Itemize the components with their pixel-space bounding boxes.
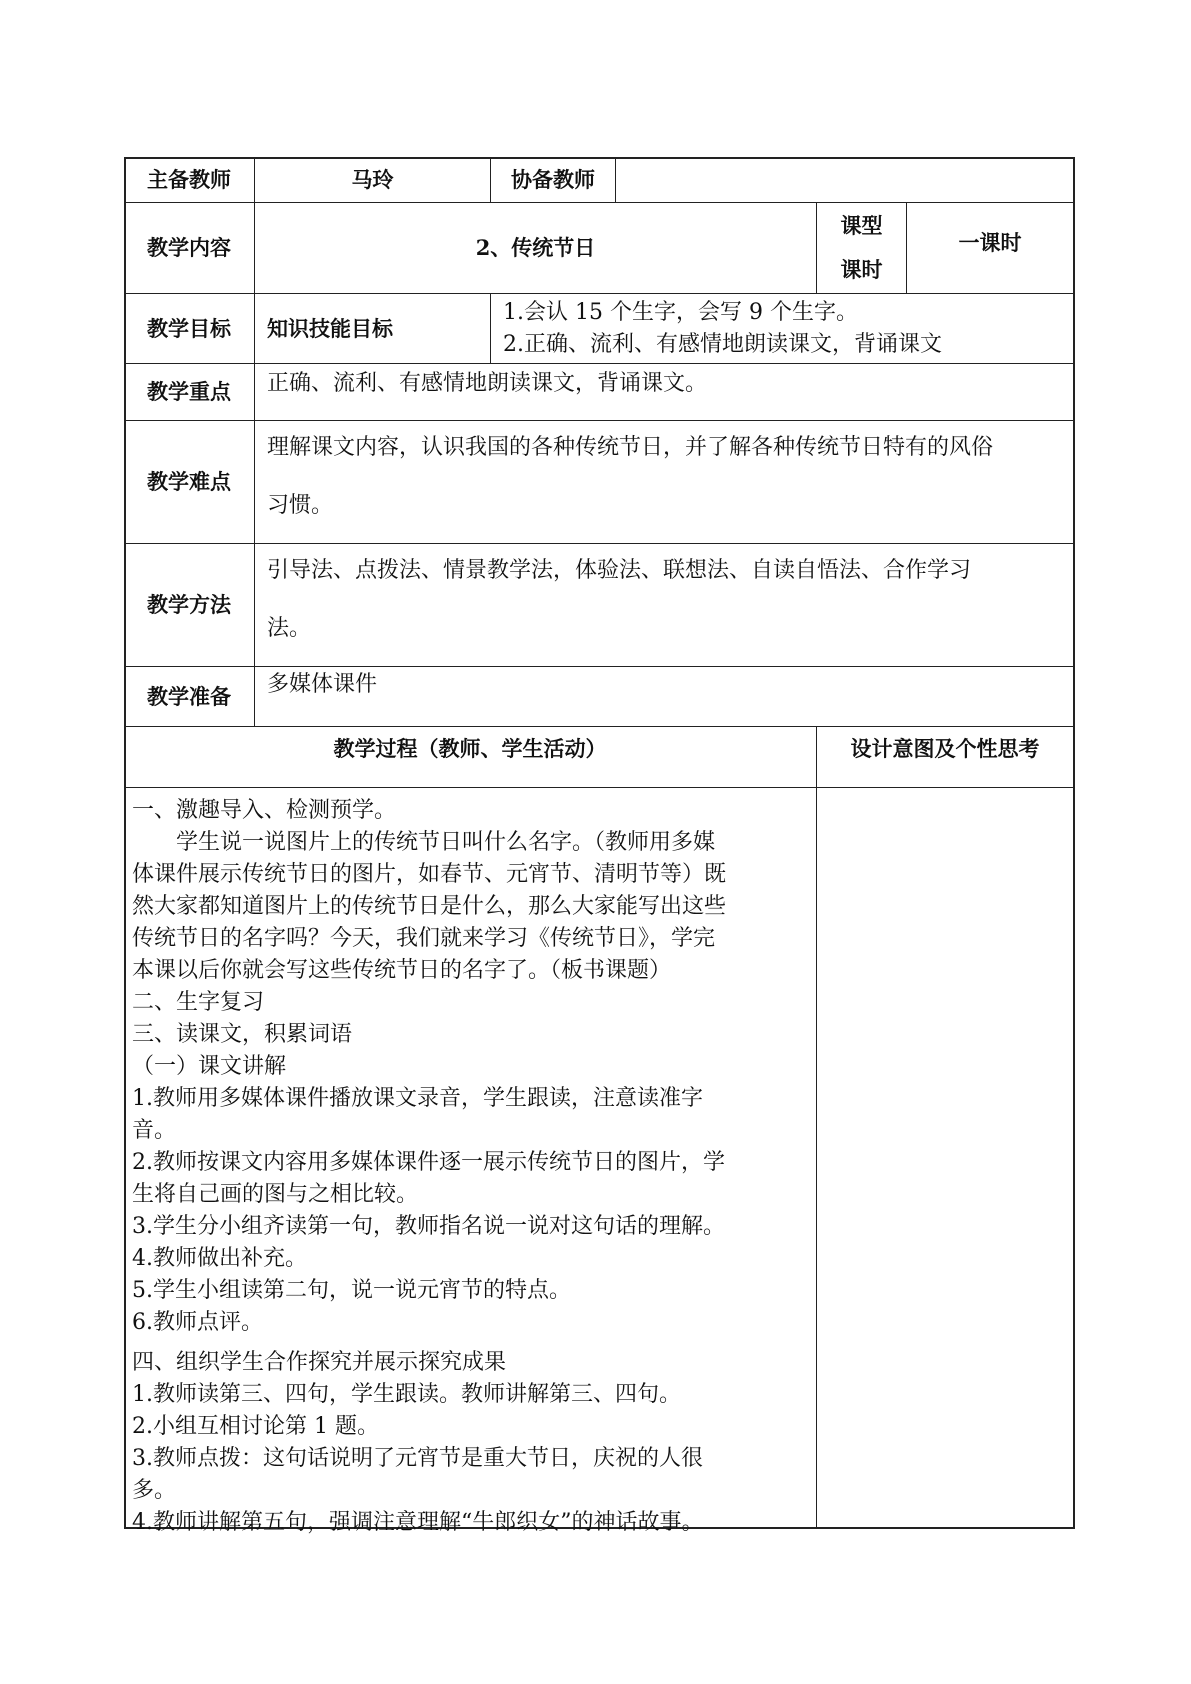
goal-line: 1.会认 15 个生字，会写 9 个生字。 bbox=[503, 299, 858, 325]
difficulty-line: 理解课文内容，认识我国的各种传统节日，并了解各种传统节日特有的风俗 bbox=[267, 435, 994, 460]
key-point-label: 教学重点 bbox=[147, 379, 231, 405]
process-line: 学生说一说图片上的传统节日叫什么名字。（教师用多媒 bbox=[176, 830, 716, 855]
method-line: 法。 bbox=[267, 616, 312, 641]
process-line: 三、读课文，积累词语 bbox=[132, 1022, 353, 1047]
prep-label: 教学准备 bbox=[147, 683, 231, 709]
prep-value: 多媒体课件 bbox=[267, 672, 378, 697]
process-line: 1.教师读第三、四句，学生跟读。教师讲解第三、四句。 bbox=[132, 1382, 681, 1407]
process-line: 6.教师点评。 bbox=[132, 1310, 263, 1335]
type-label: 课型 bbox=[840, 213, 883, 238]
process-line: 然大家都知道图片上的传统节日是什么，那么大家能写出这些 bbox=[132, 894, 727, 919]
content-label: 教学内容 bbox=[147, 235, 231, 261]
hours-value: 一课时 bbox=[958, 230, 1022, 255]
difficulty-line: 习惯。 bbox=[267, 493, 334, 518]
goal-lines bbox=[491, 294, 1073, 363]
method-line: 引导法、点拨法、情景教学法，体验法、联想法、自读自悟法、合作学习 bbox=[267, 558, 972, 583]
process-line: 生将自己画的图与之相比较。 bbox=[132, 1182, 419, 1207]
method-text bbox=[255, 544, 1073, 666]
lesson-plan-table bbox=[124, 157, 1075, 1535]
process-line: 一、激趣导入、检测预学。 bbox=[132, 798, 397, 823]
process-line: 多。 bbox=[132, 1478, 177, 1503]
process-line: 1.教师用多媒体课件播放课文录音，学生跟读，注意读准字 bbox=[132, 1086, 703, 1111]
co-teacher-value bbox=[616, 157, 1073, 202]
process-line: 体课件展示传统节日的图片，如春节、元宵节、清明节等）既 bbox=[132, 862, 727, 887]
process-header-right: 设计意图及个性思考 bbox=[850, 736, 1040, 761]
difficulty-label: 教学难点 bbox=[147, 469, 231, 495]
method-label: 教学方法 bbox=[147, 592, 231, 618]
process-line: 传统节日的名字吗？今天，我们就来学习《传统节日》，学完 bbox=[132, 926, 716, 951]
process-line: 四、组织学生合作探究并展示探究成果 bbox=[132, 1350, 507, 1375]
goal-sub-label: 知识技能目标 bbox=[267, 315, 393, 341]
goal-label: 教学目标 bbox=[147, 315, 231, 341]
process-line: 4.教师做出补充。 bbox=[132, 1246, 307, 1271]
goal-line: 2.正确、流利、有感情地朗读课文，背诵课文 bbox=[503, 331, 942, 357]
key-point-value: 正确、流利、有感情地朗读课文，背诵课文。 bbox=[267, 371, 708, 396]
process-line: 3.教师点拨：这句话说明了元宵节是重大节日，庆祝的人很 bbox=[132, 1446, 703, 1471]
hours-label: 课时 bbox=[840, 257, 883, 282]
main-teacher-value: 马玲 bbox=[351, 166, 394, 192]
type-hours-labels bbox=[817, 203, 906, 293]
process-line: 3.学生分小组齐读第一句，教师指名说一说对这句话的理解。 bbox=[132, 1214, 725, 1239]
process-line: （一）课文讲解 bbox=[132, 1054, 287, 1079]
process-line: 二、生字复习 bbox=[132, 990, 265, 1015]
difficulty-text bbox=[255, 421, 1073, 543]
main-teacher-label: 主备教师 bbox=[147, 166, 231, 192]
process-line: 4.教师讲解第五句，强调注意理解“牛郎织女”的神话故事。 bbox=[132, 1510, 704, 1535]
process-content bbox=[132, 795, 826, 1539]
process-header-left: 教学过程（教师、学生活动） bbox=[333, 736, 607, 761]
process-line: 本课以后你就会写这些传统节日的名字了。（板书课题） bbox=[132, 958, 672, 983]
process-line: 5.学生小组读第二句，说一说元宵节的特点。 bbox=[132, 1278, 571, 1303]
process-line: 2.教师按课文内容用多媒体课件逐一展示传统节日的图片，学 bbox=[132, 1150, 725, 1175]
lesson-title: 2、传统节日 bbox=[475, 235, 596, 261]
process-line: 音。 bbox=[132, 1118, 177, 1143]
row-line bbox=[124, 787, 1075, 788]
process-line: 2.小组互相讨论第 1 题。 bbox=[132, 1414, 379, 1439]
co-teacher-label: 协备教师 bbox=[511, 166, 595, 192]
